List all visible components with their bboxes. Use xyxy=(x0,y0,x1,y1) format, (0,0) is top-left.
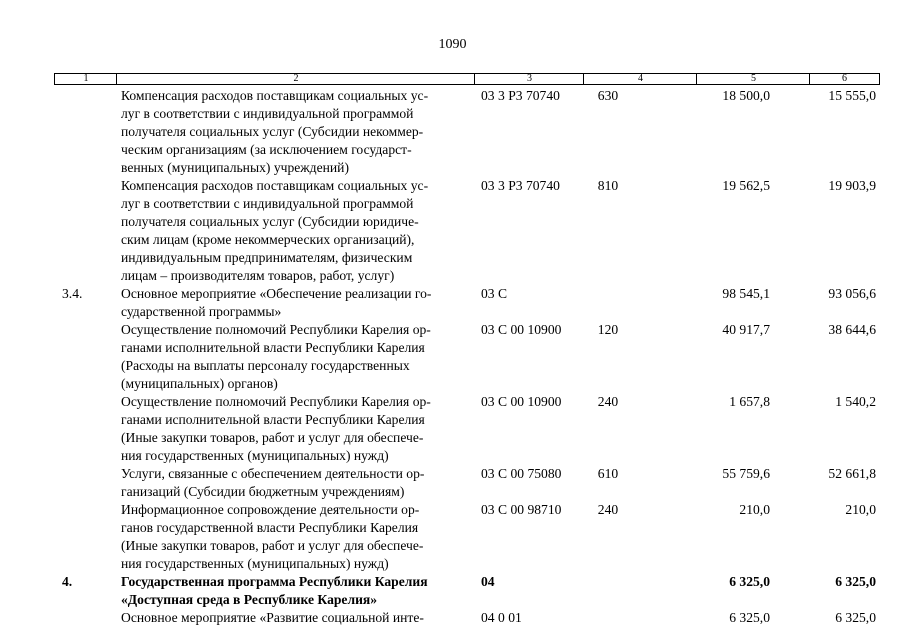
description-line: Основное мероприятие «Обеспечение реализации го- xyxy=(121,286,432,301)
description-line: (Иные закупки товаров, работ и услуг для обеспече- xyxy=(121,538,424,553)
header-col-5: 5 xyxy=(696,74,810,84)
header-col-2: 2 xyxy=(116,74,475,84)
description-line: индивидуальным предпринимателям, физическим xyxy=(121,250,413,265)
description-line: (Расходы на выплаты персоналу государственных xyxy=(121,358,410,373)
description-line: (муниципальных) органов) xyxy=(121,376,278,391)
description-line: ния государственных (муниципальных) нужд) xyxy=(121,556,389,571)
row-description xyxy=(121,393,471,465)
description-line: венных (муниципальных) учреждений) xyxy=(121,160,349,175)
row-value-1: 210,0 xyxy=(739,502,770,517)
header-col-4: 4 xyxy=(583,74,697,84)
row-expense-type: 240 xyxy=(597,502,619,517)
row-value-2: 15 555,0 xyxy=(828,88,876,103)
row-number: 4. xyxy=(62,574,73,589)
table-row xyxy=(0,573,905,609)
table-row xyxy=(0,177,905,285)
row-code: 03 С 00 10900 xyxy=(481,322,562,337)
description-line: ческим организациям (за исключением государст- xyxy=(121,142,412,157)
description-line: ганов государственной власти Республики Карелия xyxy=(121,520,419,535)
row-description xyxy=(121,321,471,393)
row-code: 03 С 00 10900 xyxy=(481,394,562,409)
row-value-1: 6 325,0 xyxy=(729,610,770,625)
table-row xyxy=(0,87,905,177)
page-number: 1090 xyxy=(438,37,467,52)
row-value-2: 19 903,9 xyxy=(828,178,876,193)
row-expense-type: 240 xyxy=(597,394,619,409)
description-line: Компенсация расходов поставщикам социальных ус- xyxy=(121,178,429,193)
row-value-2: 38 644,6 xyxy=(828,322,876,337)
description-line: (Иные закупки товаров, работ и услуг для обеспече- xyxy=(121,430,424,445)
row-expense-type: 630 xyxy=(597,88,619,103)
row-expense-type: 610 xyxy=(597,466,619,481)
row-value-2: 52 661,8 xyxy=(828,466,876,481)
row-value-1: 6 325,0 xyxy=(729,574,770,589)
header-col-1: 1 xyxy=(83,73,89,84)
description-line: лицам – производителям товаров, работ, услуг) xyxy=(121,268,395,283)
row-code: 03 3 Р3 70740 xyxy=(481,178,560,193)
row-number: 3.4. xyxy=(62,286,83,301)
description-line: ским лицам (кроме некоммерческих организаций), xyxy=(121,232,415,247)
row-description xyxy=(121,285,471,321)
table-body xyxy=(0,87,905,627)
row-code: 03 3 Р3 70740 xyxy=(481,88,560,103)
description-line: луг в соответствии с индивидуальной программой xyxy=(121,196,414,211)
row-value-1: 98 545,1 xyxy=(722,286,770,301)
row-code: 03 С xyxy=(481,286,508,301)
row-code: 03 С 00 75080 xyxy=(481,466,562,481)
description-line: Компенсация расходов поставщикам социальных ус- xyxy=(121,88,429,103)
header-col-6: 6 xyxy=(809,74,879,84)
table-row xyxy=(0,609,905,627)
row-expense-type: 810 xyxy=(597,178,619,193)
description-line: Осуществление полномочий Республики Карелия ор- xyxy=(121,394,431,409)
row-value-1: 40 917,7 xyxy=(722,322,770,337)
description-line: Основное мероприятие «Развитие социальной инте- xyxy=(121,610,424,625)
row-value-1: 18 500,0 xyxy=(722,88,770,103)
row-description xyxy=(121,465,471,501)
row-value-2: 6 325,0 xyxy=(835,574,876,589)
row-code: 04 xyxy=(481,574,495,589)
description-line: сударственной программы» xyxy=(121,304,282,319)
row-value-1: 1 657,8 xyxy=(729,394,770,409)
description-line: ния государственных (муниципальных) нужд) xyxy=(121,448,389,463)
row-value-2: 6 325,0 xyxy=(835,610,876,625)
description-line: Осуществление полномочий Республики Карелия ор- xyxy=(121,322,431,337)
row-code: 03 С 00 98710 xyxy=(481,502,562,517)
description-line: ганизаций (Субсидии бюджетным учреждениям) xyxy=(121,484,405,499)
description-line: ганами исполнительной власти Республики Карелия xyxy=(121,340,425,355)
description-line: луг в соответствии с индивидуальной программой xyxy=(121,106,414,121)
description-line: получателя социальных услуг (Субсидии некоммер- xyxy=(121,124,424,139)
description-line: «Доступная среда в Республике Карелия» xyxy=(121,592,378,607)
row-value-2: 1 540,2 xyxy=(835,394,876,409)
row-value-2: 210,0 xyxy=(845,502,876,517)
row-value-2: 93 056,6 xyxy=(828,286,876,301)
table-row xyxy=(0,501,905,573)
row-code: 04 0 01 xyxy=(481,610,522,625)
row-value-1: 19 562,5 xyxy=(722,178,770,193)
description-line: Государственная программа Республики Карелия xyxy=(121,574,428,589)
row-description xyxy=(121,87,471,177)
row-value-1: 55 759,6 xyxy=(722,466,770,481)
description-line: Услуги, связанные с обеспечением деятельности ор- xyxy=(121,466,425,481)
table-row xyxy=(0,285,905,321)
description-line: получателя социальных услуг (Субсидии юридиче- xyxy=(121,214,419,229)
table-header-row xyxy=(54,73,880,85)
row-description xyxy=(121,573,471,609)
description-line: ганами исполнительной власти Республики Карелия xyxy=(121,412,425,427)
row-description xyxy=(121,609,471,627)
description-line: Информационное сопровождение деятельности ор- xyxy=(121,502,420,517)
table-row xyxy=(0,465,905,501)
row-expense-type: 120 xyxy=(597,322,619,337)
table-row xyxy=(0,393,905,465)
row-description xyxy=(121,501,471,573)
header-col-3: 3 xyxy=(474,74,584,84)
table-row xyxy=(0,321,905,393)
row-description xyxy=(121,177,471,285)
